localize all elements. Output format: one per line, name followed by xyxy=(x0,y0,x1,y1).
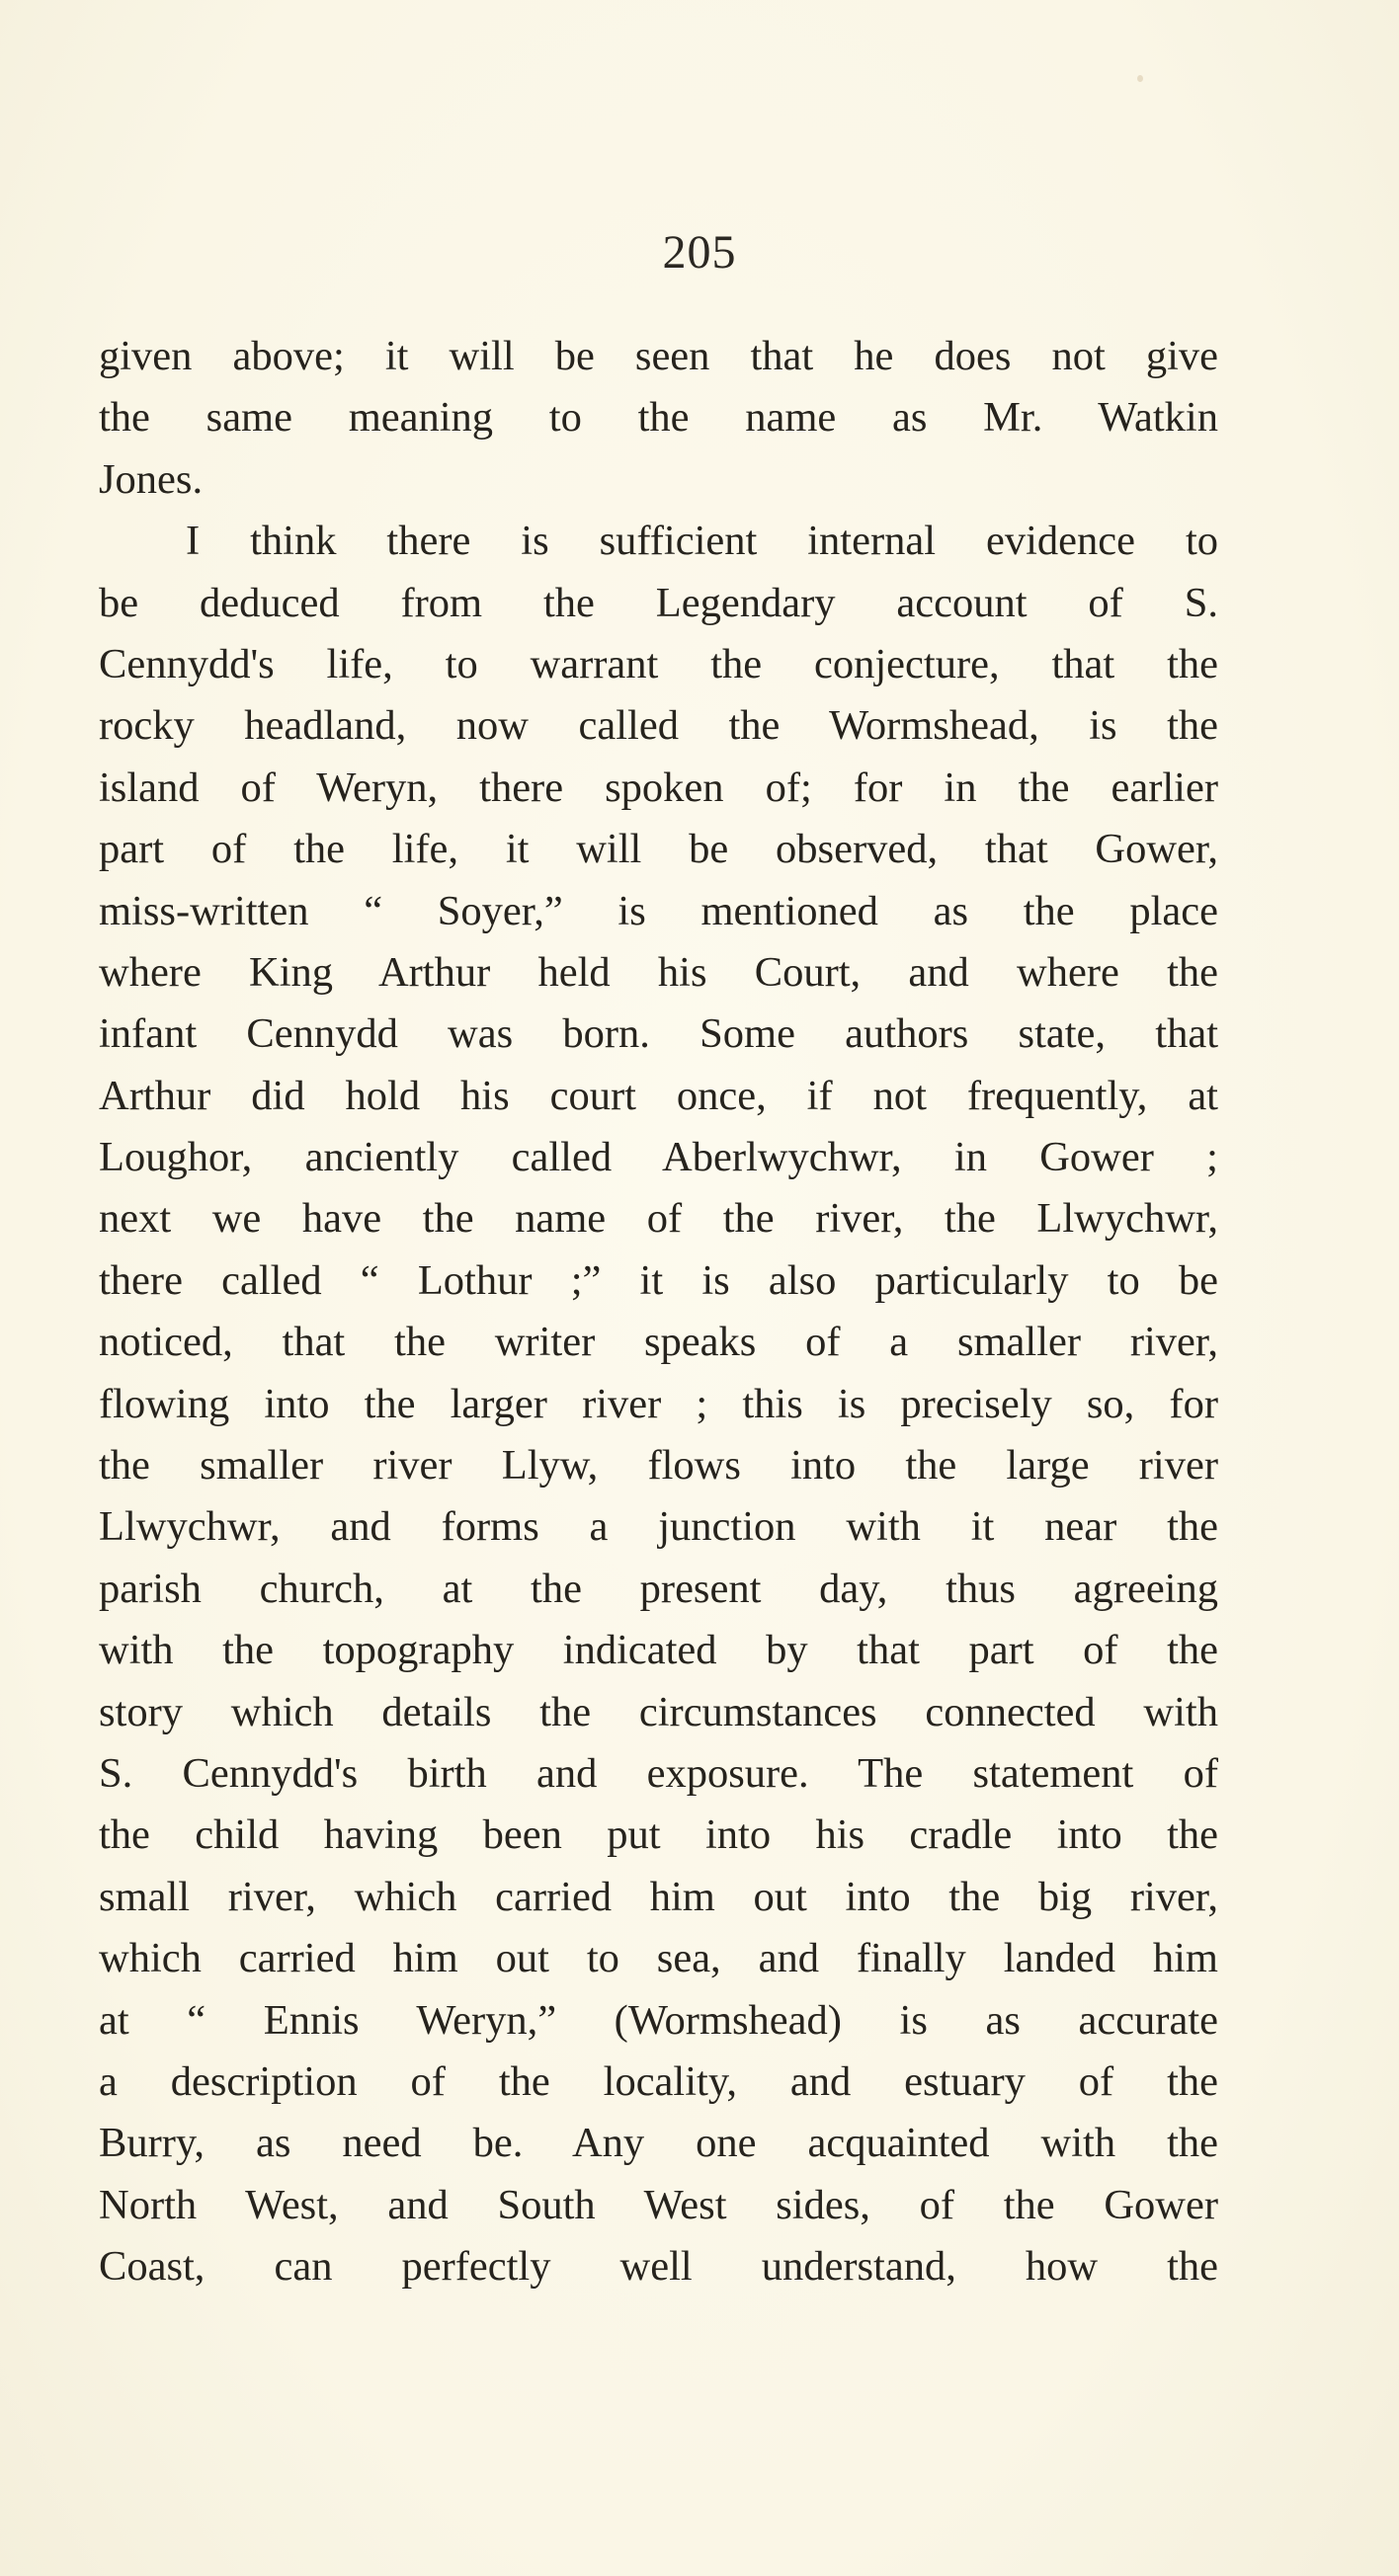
text-line: I think there is sufficient internal evidence to xyxy=(186,518,1218,565)
text-line: Arthur did hold his court once, if not frequently, at xyxy=(99,1072,1218,1119)
text-line: Llwychwr, and forms a junction with it near the xyxy=(99,1503,1218,1551)
text-line: at “ Ennis Weryn,” (Wormshead) is as accurate xyxy=(99,1996,1218,2044)
text-line: rocky headland, now called the Wormshead, is the xyxy=(99,702,1218,750)
text-line: which carried him out to sea, and finally landed him xyxy=(99,1935,1218,1982)
text-line: flowing into the larger river ; this is precisely so, for xyxy=(99,1380,1218,1427)
text-line: part of the life, it will be observed, that Gower, xyxy=(99,826,1218,873)
paper-speck xyxy=(1137,75,1143,82)
body-text xyxy=(99,326,1218,2298)
text-line: infant Cennydd was born. Some authors state, that xyxy=(99,1010,1218,1058)
text-line: Jones. xyxy=(99,455,204,503)
text-line: Cennydd's life, to warrant the conjecture, that the xyxy=(99,640,1218,687)
text-line: with the topography indicated by that part of the xyxy=(99,1627,1218,1674)
text-line: parish church, at the present day, thus agreeing xyxy=(99,1565,1218,1612)
text-line: next we have the name of the river, the Llwychwr, xyxy=(99,1195,1218,1243)
text-line: be deduced from the Legendary account of S. xyxy=(99,579,1218,626)
text-line: given above; it will be seen that he does not give xyxy=(99,333,1218,379)
text-line: small river, which carried him out into the big river, xyxy=(99,1873,1218,1920)
text-line: S. Cennydd's birth and exposure. The statement of xyxy=(99,1749,1218,1797)
text-line: Loughor, anciently called Aberlwychwr, in Gower ; xyxy=(99,1134,1218,1181)
text-line: noticed, that the writer speaks of a smaller river, xyxy=(99,1319,1218,1366)
text-line: where King Arthur held his Court, and where the xyxy=(99,948,1218,996)
text-line: the smaller river Llyw, flows into the large river xyxy=(99,1442,1218,1489)
text-line: miss-written “ Soyer,” is mentioned as the place xyxy=(99,887,1218,934)
text-line: Burry, as need be. Any one acquainted with the xyxy=(99,2120,1218,2167)
text-line: island of Weryn, there spoken of; for in the earlier xyxy=(99,764,1218,811)
text-line: there called “ Lothur ;” it is also particularly to be xyxy=(99,1256,1218,1304)
text-line: North West, and South West sides, of the Gower xyxy=(99,2181,1218,2228)
text-line: the child having been put into his cradle into the xyxy=(99,1811,1218,1859)
text-line: story which details the circumstances connected with xyxy=(99,1688,1218,1735)
page-number: 205 xyxy=(662,226,737,279)
text-line: a description of the locality, and estuary of the xyxy=(99,2057,1218,2105)
text-line: Coast, can perfectly well understand, how the xyxy=(99,2243,1218,2291)
text-line: the same meaning to the name as Mr. Watkin xyxy=(99,394,1218,442)
